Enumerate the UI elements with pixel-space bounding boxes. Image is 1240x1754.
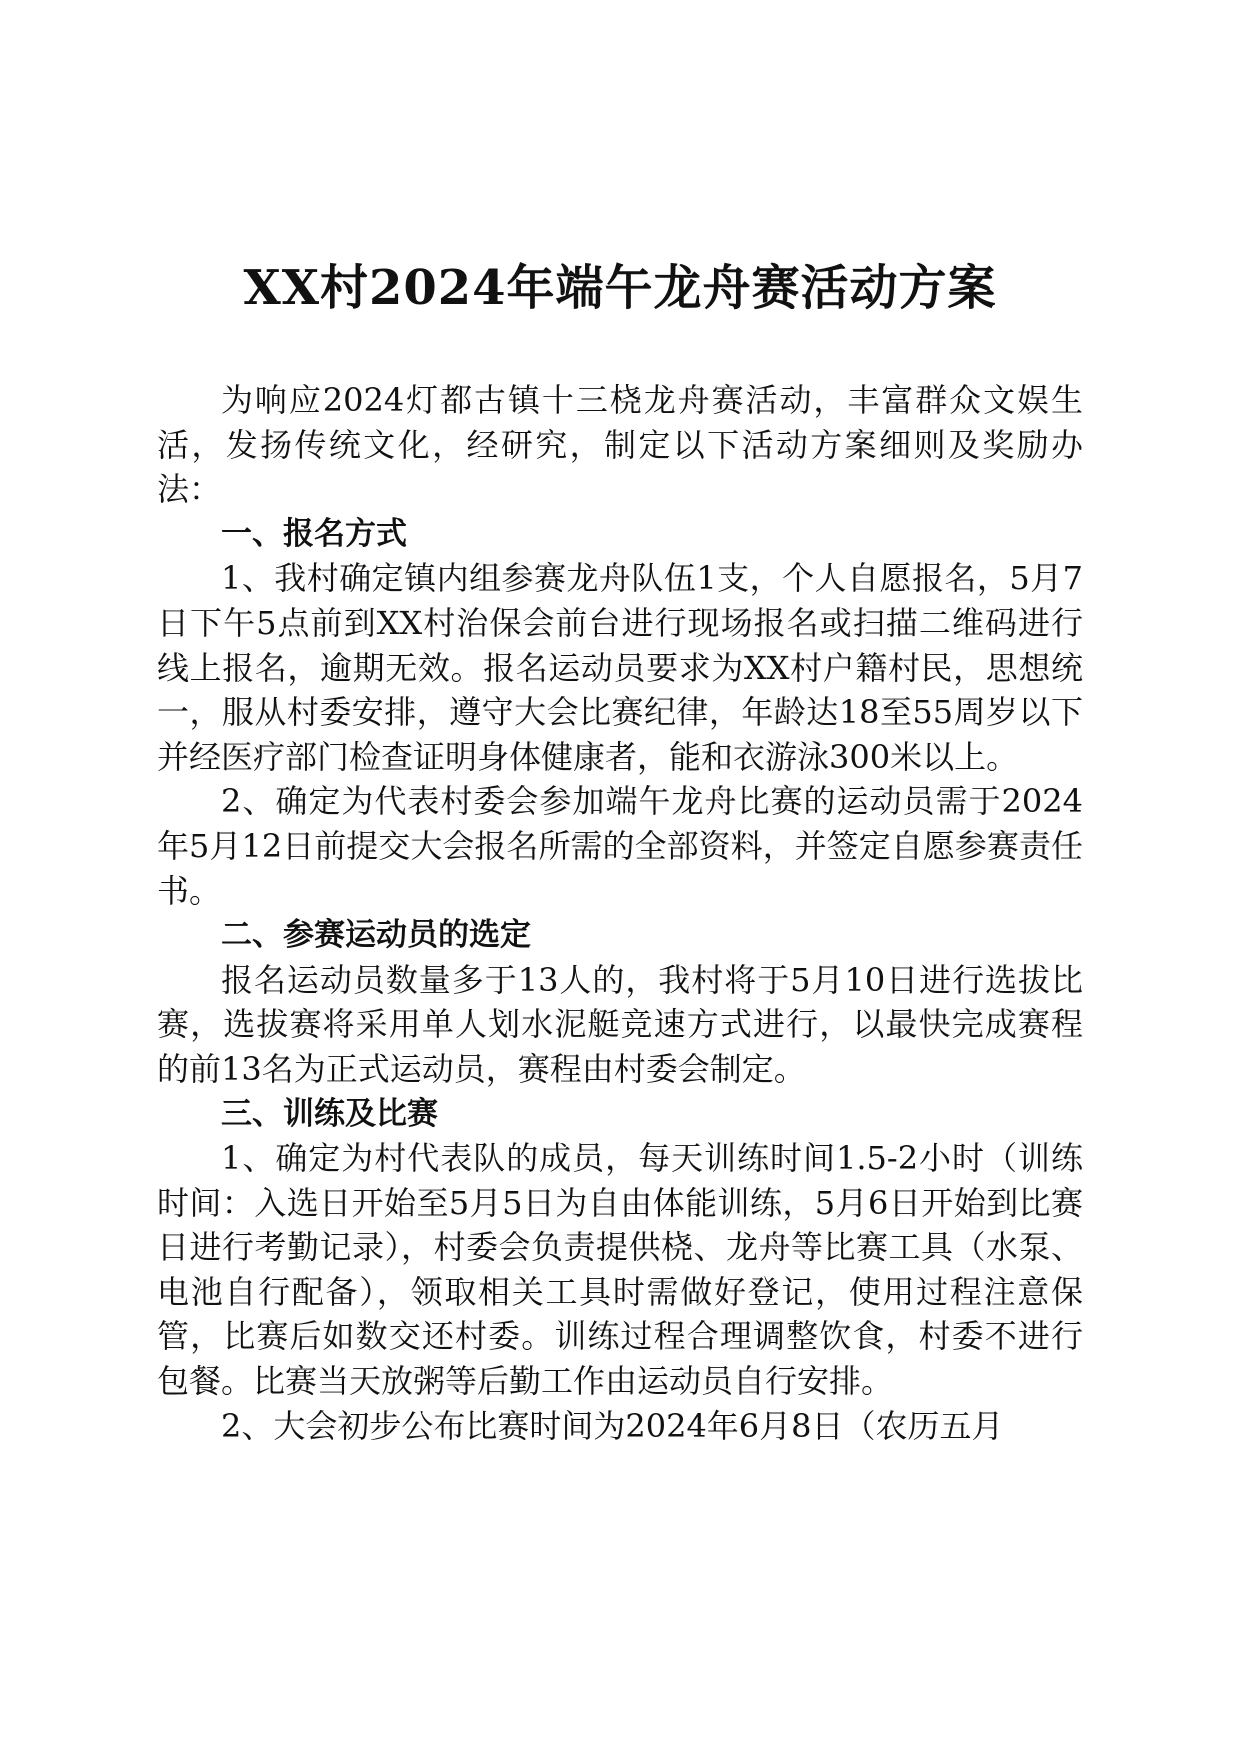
section-heading-training: 三、训练及比赛 [221,1095,438,1132]
section-heading-registration: 一、报名方式 [221,515,407,552]
registration-paragraph-1: 1、我村确定镇内组参赛龙舟队伍1支，个人自愿报名，5月7日下午5点前到XX村治保会前台进行现场报名或扫描二维码进行线上报名，逾期无效。报名运动员要求为XX村户籍村民，思想统一，服从村委安排，遵守大会比赛纪律，年龄达18至55周岁以下并经医疗部门检查证明身体健康者，能和衣游泳300米以上。 [157,559,1083,776]
training-paragraph-1: 1、确定为村代表队的成员，每天训练时间1.5-2小时（训练时间：入选日开始至5月5日为自由体能训练，5月6日开始到比赛日进行考勤记录），村委会负责提供桡、龙舟等比赛工具（水泵、电池自行配备），领取相关工具时需做好登记，使用过程注意保管，比赛后如数交还村委。训练过程合理调整饮食，村委不进行包餐。比赛当天放粥等后勤工作由运动员自行安排。 [157,1139,1083,1401]
selection-paragraph: 报名运动员数量多于13人的，我村将于5月10日进行选拔比赛，选拔赛将采用单人划水泥艇竞速方式进行，以最快完成赛程的前13名为正式运动员，赛程由村委会制定。 [157,960,1083,1088]
intro-paragraph: 为响应2024灯都古镇十三桡龙舟赛活动，丰富群众文娱生活，发扬传统文化，经研究，制定以下活动方案细则及奖励办法： [157,381,1083,509]
training-paragraph-2: 2、大会初步公布比赛时间为2024年6月8日（农历五月 [221,1406,1004,1445]
document-body [157,378,1083,1448]
registration-paragraph-2: 2、确定为代表村委会参加端午龙舟比赛的运动员需于2024年5月12日前提交大会报名所需的全部资料，并签定自愿参赛责任书。 [157,782,1083,910]
section-heading-selection: 二、参赛运动员的选定 [221,917,531,954]
document-title: XX村2024年端午龙舟赛活动方案 [243,260,997,316]
